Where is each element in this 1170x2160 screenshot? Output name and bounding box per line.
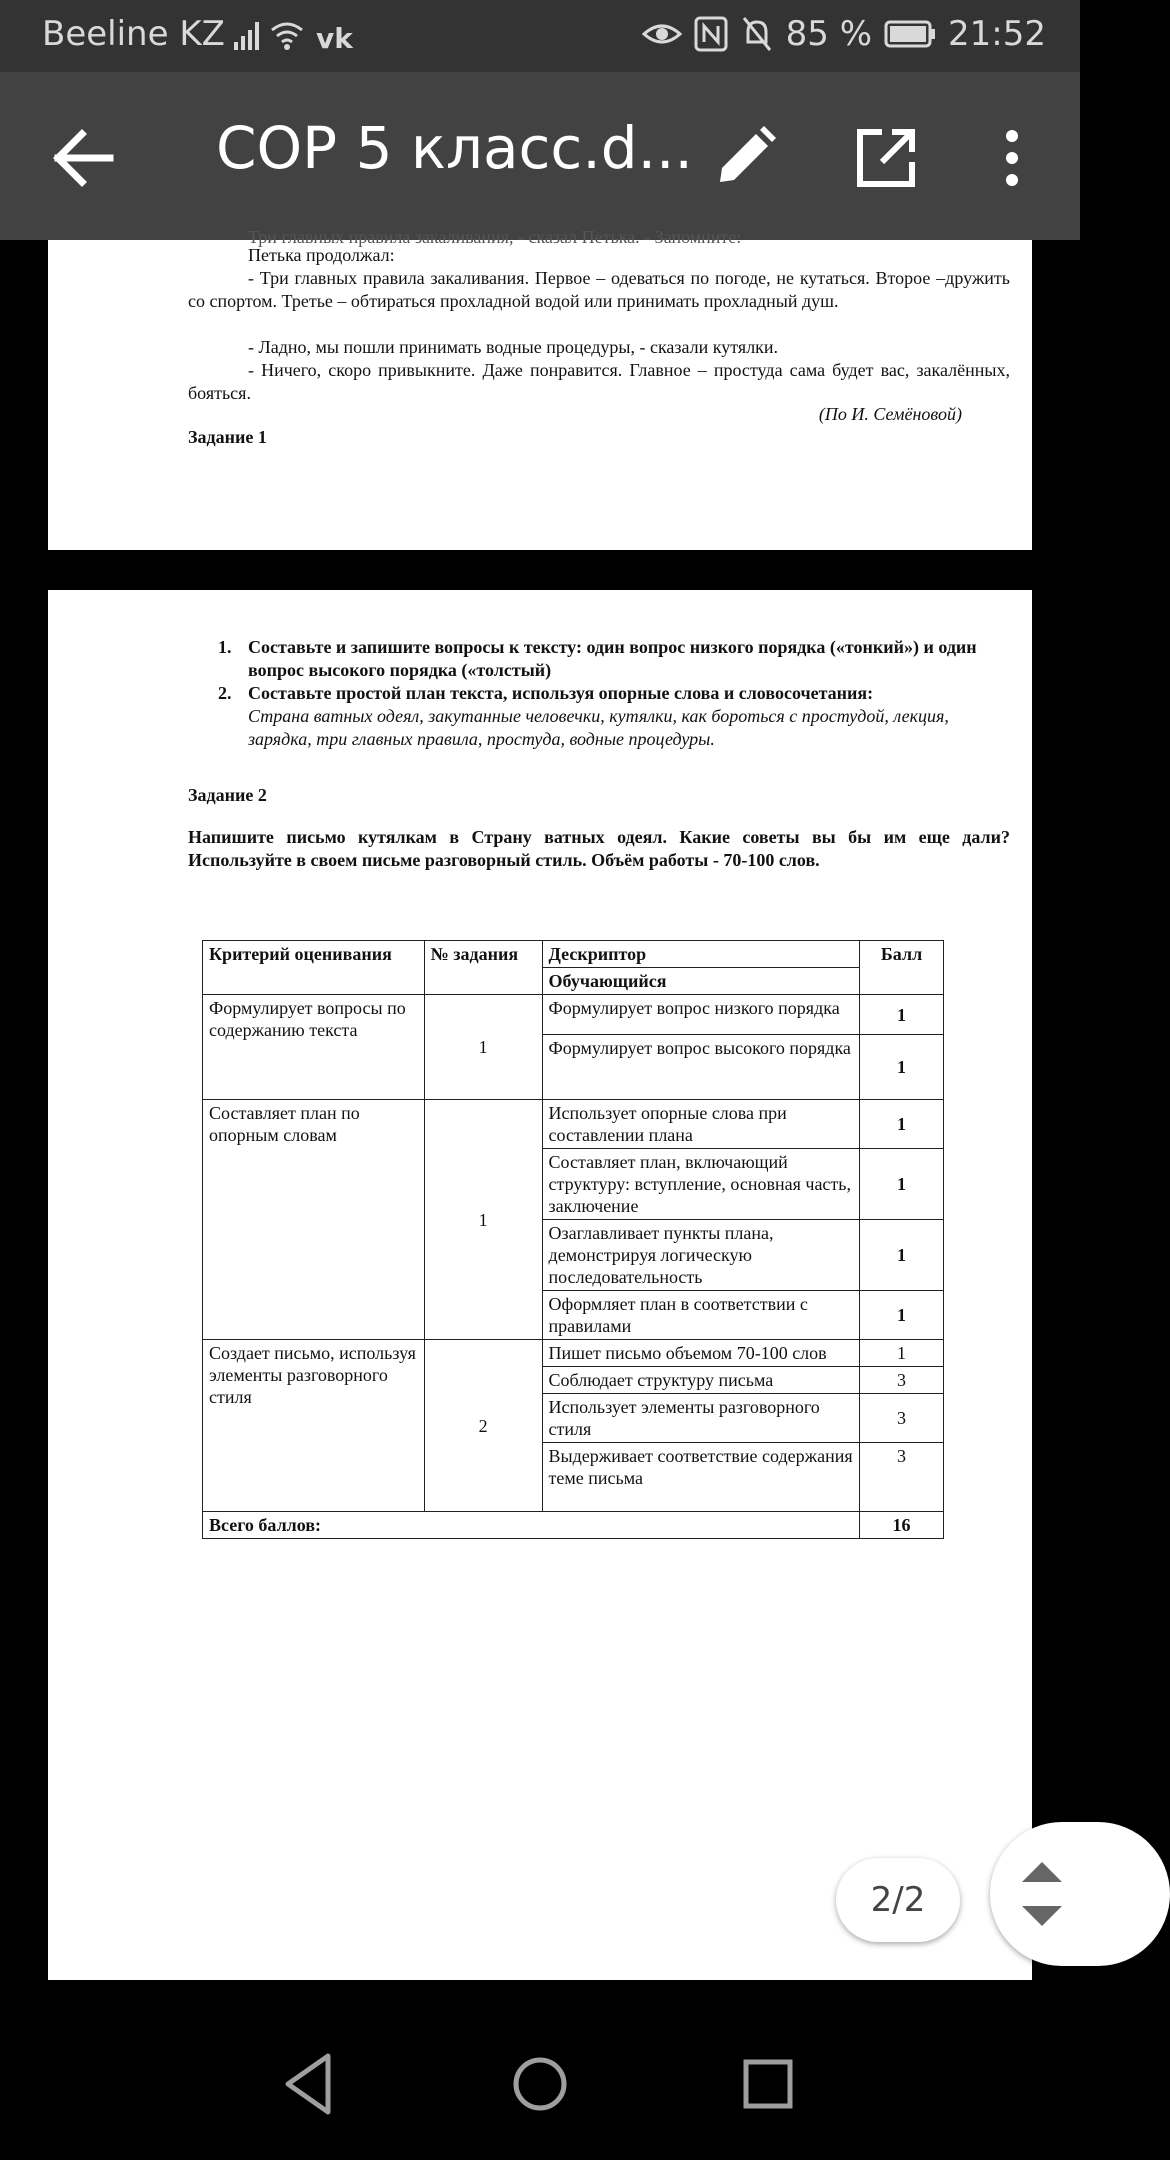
score-cell: 1 [860,1149,944,1220]
eye-icon [642,14,682,54]
document-page-1 [48,227,1032,550]
clock: 21:52 [948,14,1046,54]
system-navigation-bar [0,2010,1080,2160]
edit-pencil-icon[interactable] [704,118,784,198]
task-item-2: Составьте простой план текста, используя опорные слова и словосочетания: [248,683,874,703]
status-bar [0,0,1080,72]
scroll-up-down-icon [1012,1844,1072,1944]
paragraph: Петька продолжал: [248,245,395,265]
table-row [203,1100,944,1149]
task-1-heading: Задание 1 [188,427,267,447]
score-cell: 1 [860,995,944,1035]
table-row [203,1340,944,1367]
total-score: 16 [860,1512,944,1539]
descriptor-cell: Использует опорные слова при составлении плана [542,1100,860,1149]
cut-off-line: Три главных правила закаливания, - сказал Петька. - Запомните: [248,227,742,247]
status-right-group [642,14,1046,54]
header-task-number: № задания [424,941,542,995]
score-cell: 1 [860,1291,944,1340]
task-number-cell: 1 [424,995,542,1100]
score-cell: 1 [860,1100,944,1149]
fast-scroll-handle[interactable] [990,1822,1170,1966]
task-item-2-keywords: Страна ватных одеял, закутанные человечки, кутялки, как бороться с простудой, лекция, зарядка, три главных правила, простуда, водные процедуры. [248,706,949,749]
paragraph: - Ничего, скоро привыкните. Даже понравится. Главное – простуда сама будет вас, закалённых, бояться. [188,360,1010,403]
score-cell: 1 [860,1340,944,1367]
score-cell: 3 [860,1443,944,1512]
descriptor-cell: Озаглавливает пункты плана, демонстрируя логическую последовательность [542,1220,860,1291]
descriptor-cell: Использует элементы разговорного стиля [542,1394,860,1443]
battery-icon [884,19,936,49]
header-descriptor-sub: Обучающийся [542,968,860,995]
criterion-cell: Формулирует вопросы по содержанию текста [203,995,425,1100]
wifi-icon [272,24,302,42]
nav-recents-icon[interactable] [728,2044,808,2124]
score-cell: 1 [860,1220,944,1291]
score-cell: 1 [860,1035,944,1100]
nav-home-icon[interactable] [500,2044,580,2124]
task-2-text: Напишите письмо кутялкам в Страну ватных одеял. Какие советы вы бы им еще дали? Используйте в своем письме разговорный стиль. Объём работы - 70-100 слов. [188,827,1010,870]
table-row [203,995,944,1035]
more-options-icon[interactable] [990,118,1034,198]
signal-wifi-vk-icons [232,16,362,56]
task-number-cell: 2 [424,1340,542,1512]
document-title: СОР 5 класс.d... [216,114,693,182]
total-label: Всего баллов: [203,1512,860,1539]
bell-off-icon [740,14,774,54]
paragraph: - Ладно, мы пошли принимать водные процедуры, - сказали кутялки. [248,337,779,357]
back-arrow-icon[interactable] [44,118,124,198]
paragraph: - Три главных правила закаливания. Первое – одеваться по погоде, не кутаться. Второе –дружить со спортом. Третье – обтираться прохладной водой или принимать прохладный душ. [188,268,1010,311]
header-score: Балл [860,941,944,995]
descriptor-cell: Выдерживает соответствие содержания теме письма [542,1443,860,1512]
task-number-cell: 1 [424,1100,542,1340]
text-source: (По И. Семёновой) [818,404,962,424]
nav-back-icon[interactable] [270,2044,350,2124]
list-number: 2. [218,683,232,703]
criterion-cell: Создает письмо, используя элементы разговорного стиля [203,1340,425,1512]
descriptor-cell: Соблюдает структуру письма [542,1367,860,1394]
battery-percent: 85 % [785,14,873,54]
criterion-cell: Составляет план по опорным словам [203,1100,425,1340]
descriptor-cell: Пишет письмо объемом 70-100 слов [542,1340,860,1367]
descriptor-cell: Составляет план, включающий структуру: вступление, основная часть, заключение [542,1149,860,1220]
assessment-criteria-table [202,940,944,1539]
app-bar [0,72,1080,240]
task-item-1: Составьте и запишите вопросы к тексту: один вопрос низкого порядка («тонкий») и один вопрос высокого порядка («толстый) [248,637,977,680]
header-descriptor: Дескриптор [542,941,860,968]
vk-icon: vk [316,22,353,55]
score-cell: 3 [860,1367,944,1394]
task-2-heading: Задание 2 [188,785,267,805]
nfc-icon [694,14,728,54]
open-external-icon[interactable] [846,118,926,198]
document-page-2 [48,590,1032,1980]
descriptor-cell: Формулирует вопрос высокого порядка [542,1035,860,1100]
header-criterion: Критерий оценивания [203,941,425,995]
cell-signal-icon [234,22,259,50]
carrier-name: Beeline KZ [42,14,225,54]
list-number: 1. [218,637,232,657]
table-total-row [203,1512,944,1539]
score-cell: 3 [860,1394,944,1443]
page-indicator: 2/2 [836,1858,960,1942]
descriptor-cell: Формулирует вопрос низкого порядка [542,995,860,1035]
descriptor-cell: Оформляет план в соответствии с правилами [542,1291,860,1340]
table-header-row [203,941,944,968]
